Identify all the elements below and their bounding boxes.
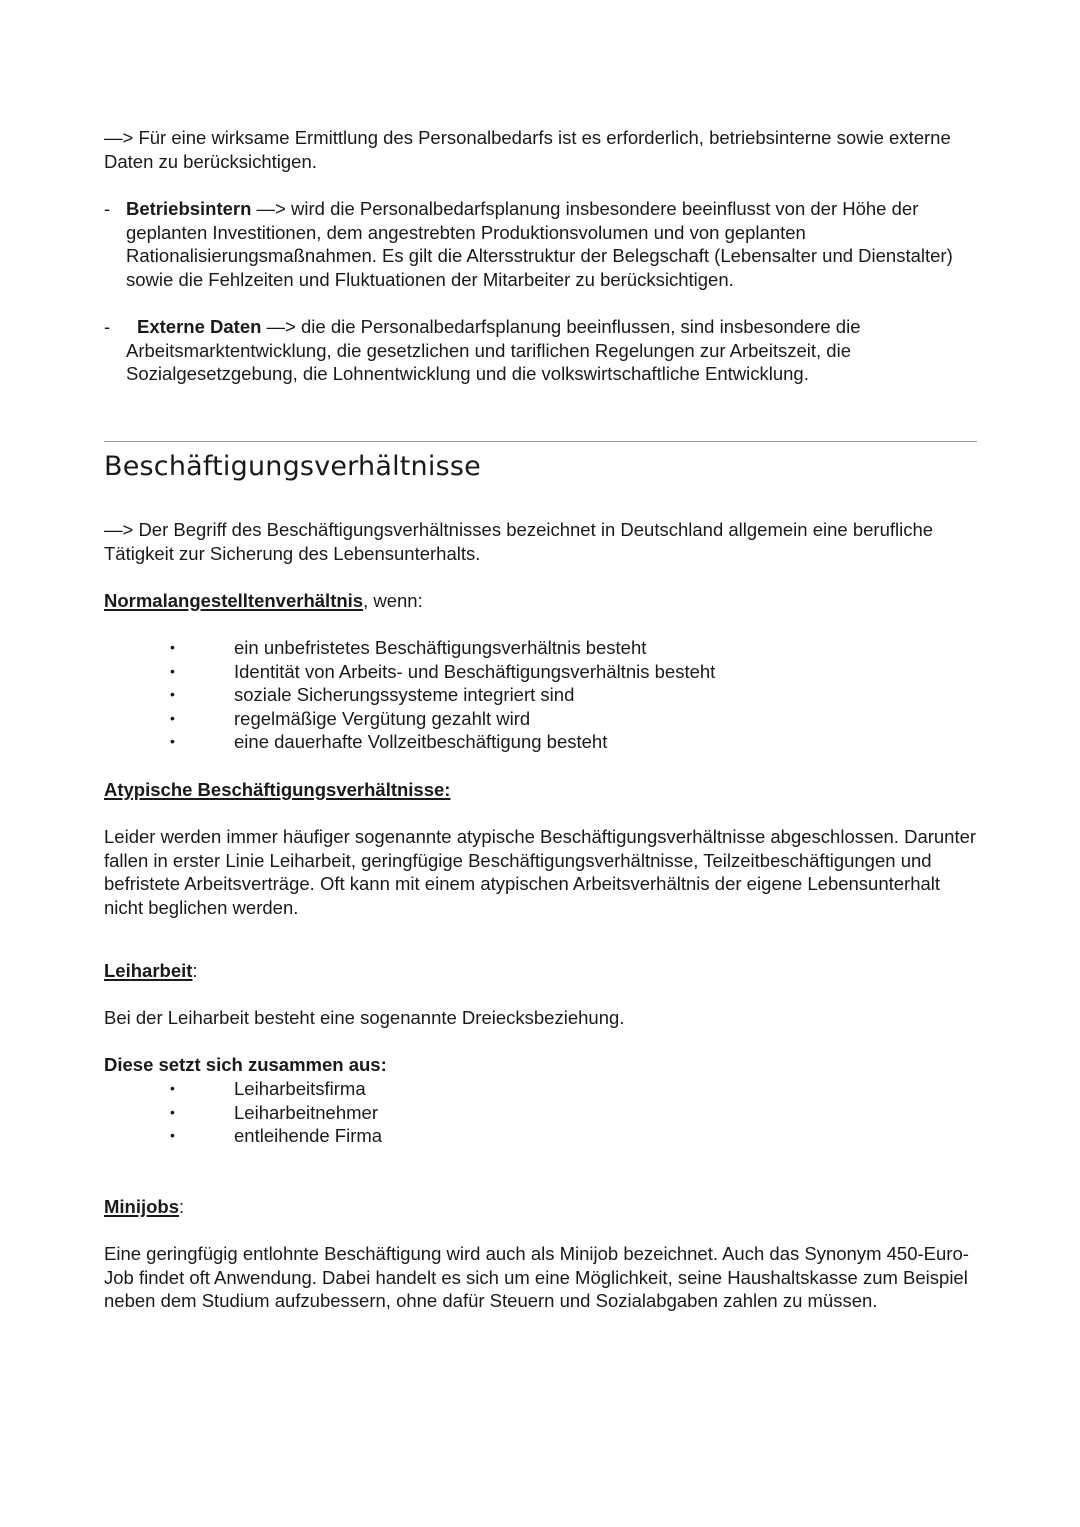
bullet-icon: • — [170, 662, 175, 679]
leiharbeit-title: Leiharbeit — [104, 960, 193, 981]
list-item: • eine dauerhafte Vollzeitbeschäftigung besteht — [170, 731, 608, 753]
intro-text: —> Für eine wirksame Ermittlung des Personalbedarfs ist es erforderlich, betriebsinterne sowie externe Daten zu berücksichtigen. — [104, 127, 951, 172]
section-divider — [104, 441, 977, 442]
bullet-icon: • — [170, 639, 175, 655]
bullet-icon: • — [170, 1103, 175, 1120]
dash-marker: - — [104, 198, 111, 219]
minijobs-heading — [104, 1195, 984, 1219]
atypical-text: Leider werden immer häufiger sogenannte atypische Beschäftigungsverhältnisse abgeschlossen. Darunter fallen in erster Linie Leiharbeit, geringfügige Beschäftigungsverhältnisse, Teilzeitbeschäftigungen und befristete Arbeitsverträge. Oft kann mit einem atypischen Arbeitsverhältnis der eigene Lebensunterhalt nicht beglichen werden. — [104, 826, 977, 918]
intro-paragraph — [104, 126, 984, 173]
text-betriebsintern: —> wird die Personalbedarfsplanung insbesondere beeinflusst von der Höhe der geplanten Investitionen, dem angestrebten Produktionsvolumen und von geplanten Rationalisierungsmaßnahmen. Es gilt die Altersstruktur der Belegschaft (Lebensalter und Dienstalter) sowie die Fehlzeiten und Fluktuationen der Mitarbeiter zu berücksichtigen. — [126, 198, 953, 290]
term-betriebsintern: Betriebsintern — [126, 198, 252, 219]
dash-marker: - — [104, 316, 111, 337]
definition-text: —> Der Begriff des Beschäftigungsverhältnisses bezeichnet in Deutschland allgemein eine berufliche Tätigkeit zur Sicherung des Lebensunterhalts. — [104, 519, 934, 564]
list-item: • Leiharbeitsfirma — [170, 1078, 366, 1099]
minijobs-title: Minijobs — [104, 1196, 180, 1217]
text-externe-daten: —> die die Personalbedarfsplanung beeinflussen, sind insbesondere die Arbeitsmarktentwicklung, die gesetzlichen und tariflichen Regelungen zur Arbeitszeit, die Sozialgesetzgebung, die Lohnentwicklung und die volkswirtschaftliche Entwicklung. — [126, 316, 861, 385]
leiharbeit-list-heading — [104, 1053, 984, 1077]
normal-suffix: , wenn: — [363, 590, 423, 611]
leiharbeit-suffix: : — [192, 960, 198, 981]
minijobs-suffix: : — [179, 1196, 185, 1217]
leiharbeit-parties-list — [104, 1077, 984, 1148]
atypical-title: Atypische Beschäftigungsverhältnisse: — [104, 779, 451, 800]
list-item: • Leiharbeitnehmer — [170, 1101, 378, 1123]
list-item: • ein unbefristetes Beschäftigungsverhältnis besteht — [170, 637, 647, 658]
bullet-icon: • — [170, 709, 175, 726]
bullet-icon: • — [170, 733, 175, 750]
dash-item-externe-daten — [104, 315, 984, 386]
list-item: • regelmäßige Vergütung gezahlt wird — [170, 707, 531, 729]
list-item: • entleihende Firma — [170, 1125, 383, 1147]
list-item: • soziale Sicherungssysteme integriert sind — [170, 684, 575, 706]
definition-paragraph — [104, 518, 984, 565]
leiharbeit-list-title: Diese setzt sich zusammen aus: — [104, 1054, 387, 1075]
bullet-icon: • — [170, 1080, 175, 1096]
bullet-icon: • — [170, 686, 175, 703]
minijobs-paragraph — [104, 1242, 984, 1313]
leiharbeit-paragraph — [104, 1006, 984, 1030]
normal-conditions-list — [104, 636, 984, 754]
leiharbeit-text: Bei der Leiharbeit besteht eine sogenannte Dreiecksbeziehung. — [104, 1007, 625, 1028]
term-externe-daten: Externe Daten — [137, 316, 262, 337]
normal-title: Normalangestelltenverhältnis — [104, 590, 364, 611]
list-item: • Identität von Arbeits- und Beschäftigungsverhältnis besteht — [170, 660, 716, 682]
section-heading: Beschäftigungsverhältnisse — [104, 451, 481, 482]
atypical-heading — [104, 778, 984, 802]
bullet-icon: • — [170, 1127, 175, 1144]
normal-heading — [104, 589, 984, 613]
leiharbeit-heading — [104, 959, 984, 983]
minijobs-text: Eine geringfügig entlohnte Beschäftigung wird auch als Minijob bezeichnet. Auch das Synonym 450-Euro-Job findet oft Anwendung. Dabei handelt es sich um eine Möglichkeit, seine Haushaltskasse zum Beispiel neben dem Studium aufzubessern, ohne dafür Steuern und Sozialabgaben zahlen zu müssen. — [104, 1243, 969, 1312]
dash-item-betriebsintern — [104, 197, 984, 291]
atypical-paragraph — [104, 825, 984, 919]
